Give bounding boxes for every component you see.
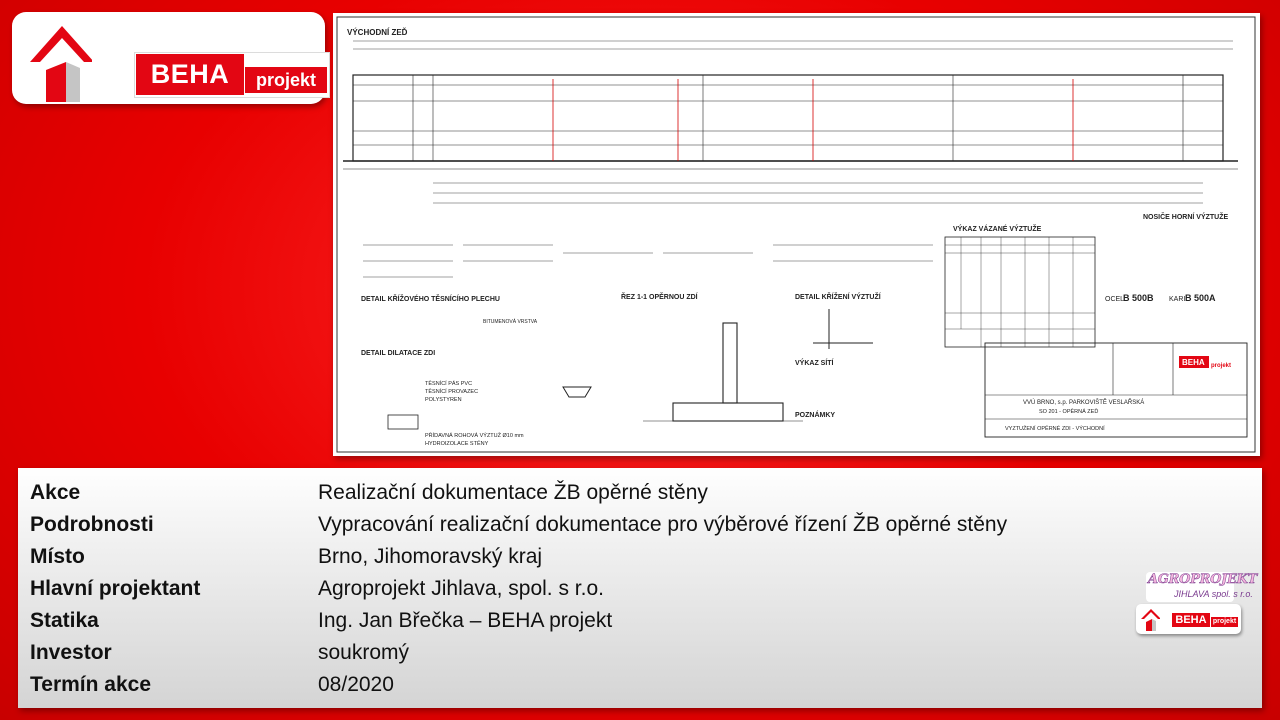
- info-value: Ing. Jan Břečka – BEHA projekt: [318, 609, 613, 632]
- waterproofing-label: HYDROIZOLACE STĚNY: [425, 441, 489, 447]
- info-value: soukromý: [318, 641, 410, 664]
- technical-drawing: [333, 13, 1260, 456]
- detail-crossing-title: DETAIL KŘÍŽENÍ VÝZTUŽÍ: [795, 294, 881, 301]
- steel-label: OCEL: [1105, 296, 1125, 303]
- polystyrene-label: POLYSTYREN: [425, 397, 462, 403]
- titleblock-company: VVÚ BRNO, s.p. PARKOVIŠTĚ VESLAŘSKÁ: [1023, 400, 1145, 406]
- house-icon: [1140, 607, 1160, 631]
- steel-grade: B 500B: [1123, 293, 1154, 303]
- info-value: 08/2020: [318, 673, 394, 696]
- titleblock-drawing: VYZTUŽENÍ OPĚRNÉ ZDI - VÝCHODNÍ: [1005, 426, 1105, 432]
- partner-logos: [1136, 572, 1257, 634]
- drawing-canvas: [333, 13, 1260, 456]
- titleblock-object: SO 201 - OPĚRNÁ ZEĎ: [1039, 409, 1099, 415]
- detail-dilatation-title: DETAIL DILATACE ZDI: [361, 350, 436, 357]
- info-value: Brno, Jihomoravský kraj: [318, 545, 543, 568]
- detail-cross-title: DETAIL KŘÍŽOVÉHO TĚSNÍCÍHO PLECHU: [361, 296, 500, 303]
- stamp-suffix: projekt: [1211, 363, 1232, 369]
- info-label: Termín akce: [30, 673, 152, 696]
- extra-rebar-label: PŘÍDAVNÁ ROHOVÁ VÝZTUŽ Ø10 mm: [425, 433, 524, 439]
- top-carriers-title: NOSIČE HORNÍ VÝZTUŽE: [1143, 214, 1229, 221]
- stamp-brand: BEHA: [1182, 358, 1205, 367]
- logo-brand: BEHA: [136, 54, 244, 95]
- info-label: Místo: [30, 545, 85, 568]
- beha-mini-logo: [1136, 604, 1241, 634]
- notes-title: POZNÁMKY: [795, 412, 836, 419]
- info-value: Agroprojekt Jihlava, spol. s r.o.: [318, 577, 604, 600]
- info-label: Statika: [30, 609, 99, 632]
- view-title: VÝCHODNÍ ZEĎ: [347, 28, 408, 37]
- info-label: Akce: [30, 481, 81, 504]
- mesh-grade: B 500A: [1185, 293, 1216, 303]
- logo-suffix: projekt: [245, 67, 327, 93]
- water-stop-label-2: TĚSNÍCÍ PROVAZEC: [425, 389, 479, 395]
- mesh-label: KARI: [1169, 296, 1186, 303]
- info-label: Hlavní projektant: [30, 577, 201, 600]
- water-stop-label: TĚSNÍCÍ PÁS PVC: [425, 381, 473, 387]
- mesh-schedule-title: VÝKAZ SÍTÍ: [795, 360, 834, 367]
- info-label: Podrobnosti: [30, 513, 154, 536]
- info-value: Vypracování realizační dokumentace pro výběrové řízení ŽB opěrné stěny: [318, 513, 1008, 536]
- mini-brand: BEHA: [1172, 613, 1210, 627]
- project-info-panel: [18, 468, 1262, 708]
- agroprojekt-sub: JIHLAVA spol. s r.o.: [1174, 589, 1253, 599]
- agroprojekt-logo: [1146, 572, 1257, 602]
- rebar-schedule-title: VÝKAZ VÁZANÉ VÝZTUŽE: [953, 226, 1042, 233]
- company-logo: [12, 12, 325, 104]
- info-label: Investor: [30, 641, 112, 664]
- bitumen-label: BITUMENOVÁ VRSTVA: [483, 319, 538, 325]
- mini-suffix: projekt: [1212, 618, 1237, 625]
- agroprojekt-name: AGROPROJEKT: [1148, 572, 1257, 587]
- house-icon: [22, 18, 92, 102]
- info-value: Realizační dokumentace ŽB opěrné stěny: [318, 481, 708, 504]
- section-title: ŘEZ 1-1 OPĚRNOU ZDÍ: [621, 294, 698, 301]
